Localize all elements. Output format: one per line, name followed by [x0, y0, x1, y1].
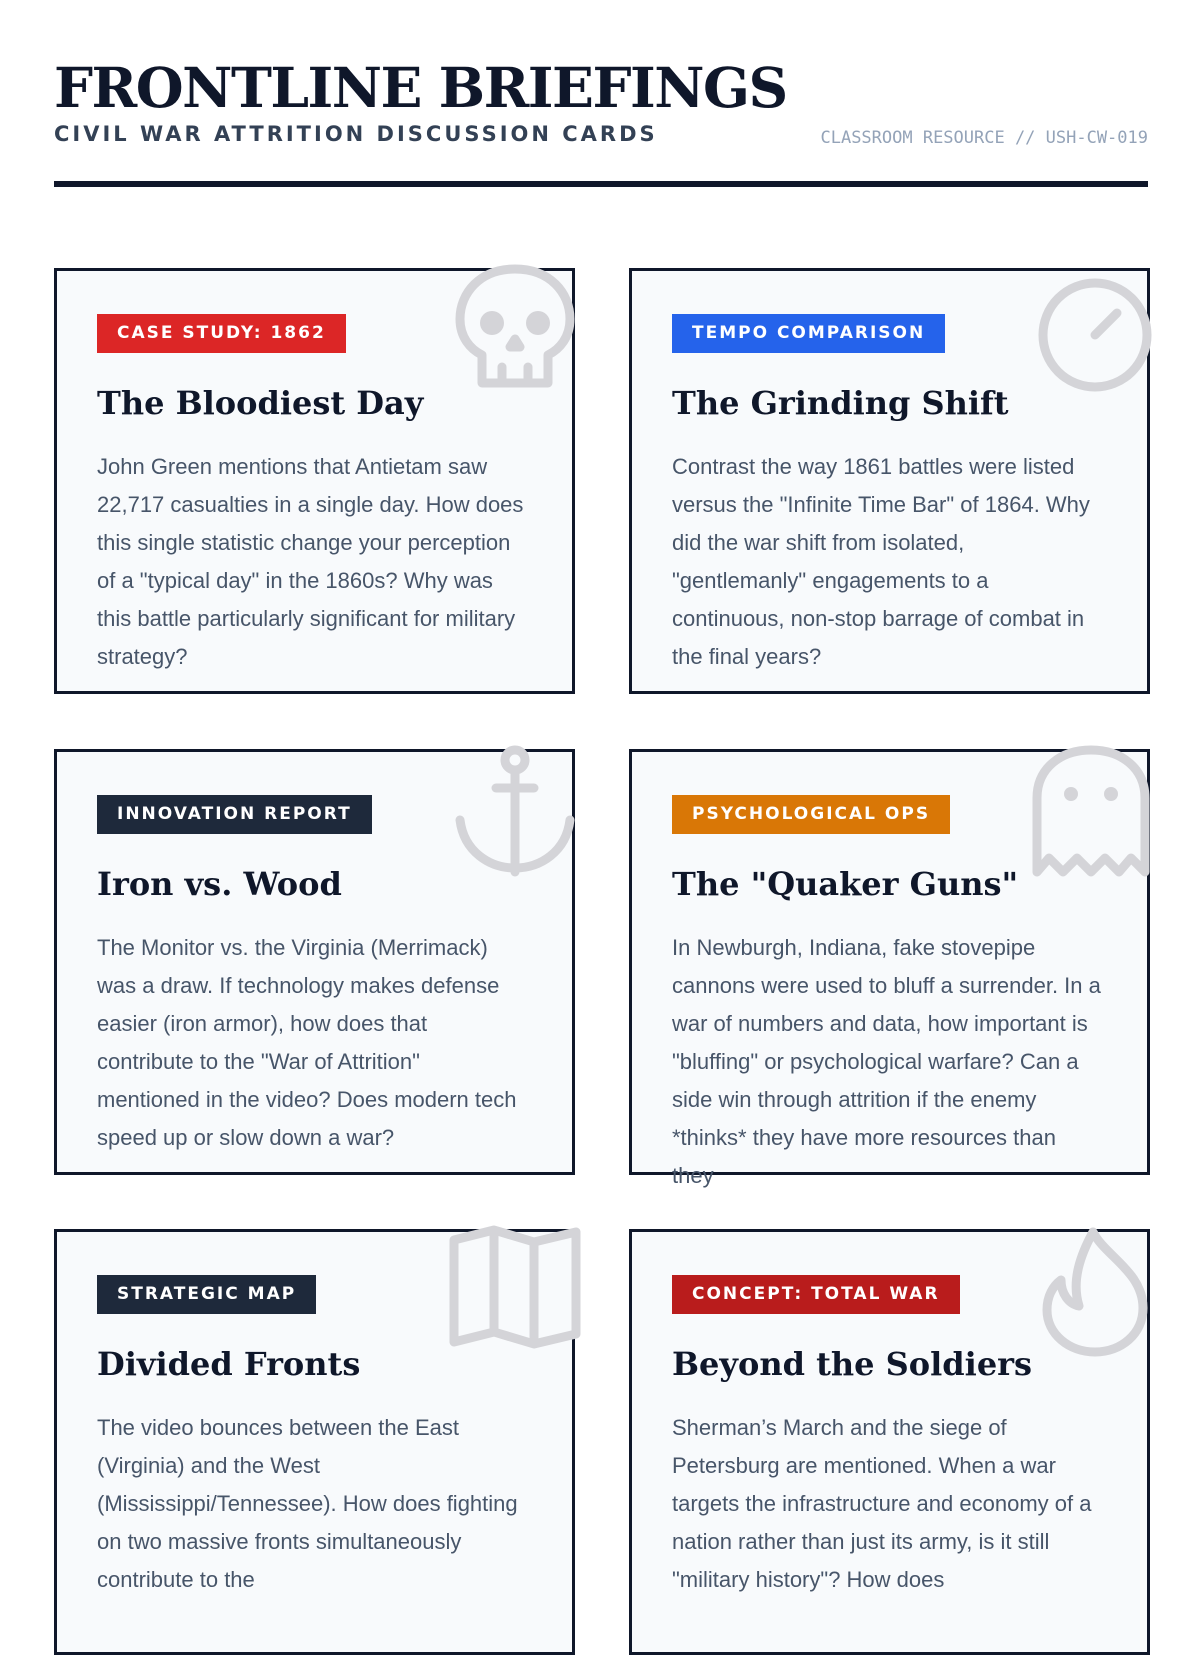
ghost-icon: [1025, 748, 1155, 878]
card-category-badge: PSYCHOLOGICAL OPS: [672, 795, 950, 834]
card-title: Beyond the Soldiers: [672, 1345, 1033, 1383]
card-category-badge: INNOVATION REPORT: [97, 795, 372, 834]
anchor-icon: [450, 748, 580, 878]
card-category-badge: CONCEPT: TOTAL WAR: [672, 1275, 960, 1314]
card-question: Sherman’s March and the siege of Petersburg are mentioned. When a war targets the infrastructure and economy of a nation rather than just its army, is it still "military history"? How does: [672, 1415, 1092, 1592]
card-question: The video bounces between the East (Virginia) and the West (Mississippi/Tennessee). How does fighting on two massive fronts simultaneously contribute to the: [97, 1415, 518, 1592]
page-title: FRONTLINE BRIEFINGS: [54, 55, 787, 120]
gauge-icon: [1025, 267, 1155, 397]
skull-icon: [450, 267, 580, 397]
resource-code: CLASSROOM RESOURCE // USH-CW-019: [820, 128, 1148, 148]
discussion-card-divided-fronts: [54, 1229, 575, 1655]
card-category-badge: CASE STUDY: 1862: [97, 314, 346, 353]
card-question: John Green mentions that Antietam saw 22,717 casualties in a single day. How does this single statistic change your perception of a "typical day" in the 1860s? Why was this battle particularly significant for military strategy?: [97, 454, 524, 669]
discussion-card-beyond-soldiers: [629, 1229, 1150, 1655]
card-question: The Monitor vs. the Virginia (Merrimack) was a draw. If technology makes defense easier (iron armor), how does that contribute to the "War of Attrition" mentioned in the video? Does modern tech speed up or slow down a war?: [97, 935, 517, 1150]
card-title: Iron vs. Wood: [97, 865, 342, 903]
flame-icon: [1025, 1228, 1155, 1358]
card-title: The Grinding Shift: [672, 384, 1009, 422]
card-title: The Bloodiest Day: [97, 384, 424, 422]
discussion-card-grinding-shift: [629, 268, 1150, 694]
page-subtitle: CIVIL WAR ATTRITION DISCUSSION CARDS: [54, 122, 658, 146]
card-title: The "Quaker Guns": [672, 865, 1019, 903]
card-question: Contrast the way 1861 battles were listed versus the "Infinite Time Bar" of 1864. Why did the war shift from isolated, "gentlemanly" engagements to a continuous, non-stop barrage of combat in the final years?: [672, 454, 1090, 669]
discussion-card-iron-vs-wood: [54, 749, 575, 1175]
card-category-badge: TEMPO COMPARISON: [672, 314, 945, 353]
map-icon: [450, 1228, 580, 1358]
discussion-card-quaker-guns: [629, 749, 1150, 1188]
discussion-card-bloodiest-day: [54, 268, 575, 694]
card-question: In Newburgh, Indiana, fake stovepipe cannons were used to bluff a surrender. In a war of numbers and data, how important is "bluffing" or psychological warfare? Can a side win through attrition if the enemy *thinks* they have more resources than they: [672, 935, 1101, 1188]
card-category-badge: STRATEGIC MAP: [97, 1275, 316, 1314]
card-title: Divided Fronts: [97, 1345, 361, 1383]
